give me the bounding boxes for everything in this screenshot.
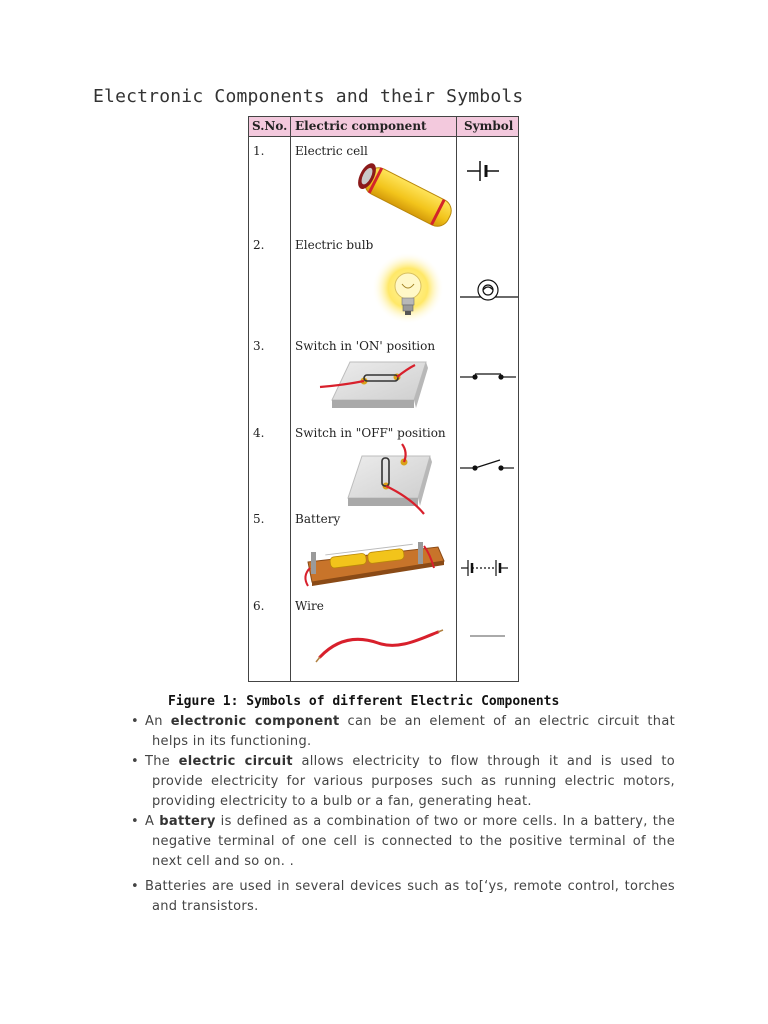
components-figure-table — [248, 116, 519, 682]
header-sno: S.No. — [252, 119, 288, 133]
row-4-name: Switch in "OFF" position — [295, 426, 446, 440]
header-symbol: Symbol — [464, 119, 514, 133]
electric-bulb-image — [372, 252, 444, 324]
row-1-name: Electric cell — [295, 144, 368, 158]
row-1-sno: 1. — [253, 144, 265, 158]
list-item: • The electric circuit allows electricity to flow through it and is used to provide electricity for various purposes such as running electric motors, providing electricity to a bulb or a fan, generating heat. — [131, 752, 675, 812]
row-5-name: Battery — [295, 512, 341, 526]
row-4-sno: 4. — [253, 426, 265, 440]
row-6-name: Wire — [295, 599, 324, 613]
list-item: • Batteries are used in several devices such as to[‘ys, remote control, torches and transistors. — [131, 877, 675, 917]
list-item: • An electronic component can be an element of an electric circuit that helps in its functioning. — [131, 712, 675, 752]
header-component: Electric component — [295, 119, 427, 133]
row-3-name: Switch in 'ON' position — [295, 339, 436, 353]
row-2-sno: 2. — [253, 238, 265, 252]
bold-term: electronic component — [170, 714, 340, 729]
row-5-sno: 5. — [253, 512, 265, 526]
list-item: • A battery is defined as a combination of two or more cells. In a battery, the negative terminal of one cell is connected to the positive terminal of the next cell and so on. . — [131, 812, 675, 872]
row-3-sno: 3. — [253, 339, 265, 353]
notes-list — [131, 712, 675, 917]
row-2-name: Electric bulb — [295, 238, 374, 252]
components-table-svg — [248, 116, 519, 682]
figure-caption: Figure 1: Symbols of different Electric Components — [168, 694, 560, 709]
bold-term: battery — [159, 814, 216, 829]
page-title: Electronic Components and their Symbols — [93, 86, 524, 107]
row-6-sno: 6. — [253, 599, 265, 613]
bold-term: electric circuit — [178, 754, 293, 769]
